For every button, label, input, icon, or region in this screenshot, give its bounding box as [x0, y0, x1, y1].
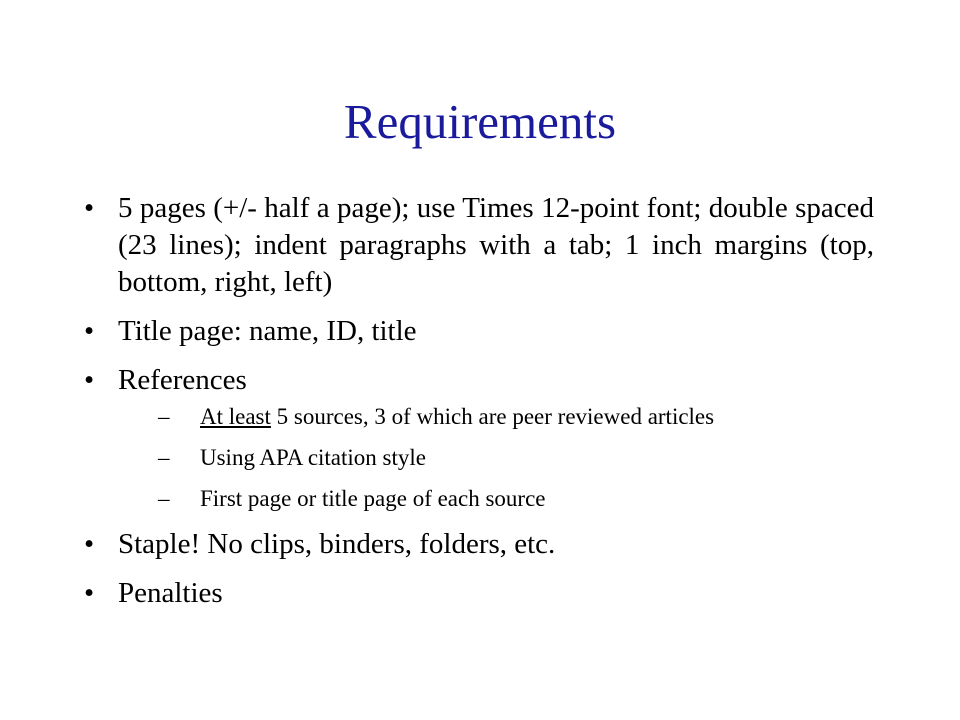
bullet-list — [84, 190, 874, 624]
sub-item-apa — [158, 444, 874, 472]
sub-item-text: First page or title page of each source — [200, 486, 546, 511]
references-sub-list — [118, 403, 874, 513]
bullet-text: Staple! No clips, binders, folders, etc. — [118, 528, 556, 560]
bullet-text: Penalties — [118, 577, 223, 609]
sub-item-sources — [158, 403, 874, 431]
bullet-title-page — [84, 313, 874, 350]
bullet-text: References — [118, 364, 247, 396]
bullet-page-format — [84, 190, 874, 301]
bullet-marker: • — [84, 315, 95, 347]
bullet-marker: • — [84, 577, 95, 609]
sub-marker: – — [158, 445, 170, 470]
sub-marker: – — [158, 404, 170, 429]
bullet-penalties — [84, 575, 874, 612]
sub-marker: – — [158, 486, 170, 511]
sub-item-text: Using APA citation style — [200, 445, 426, 470]
slide-title: Requirements — [343, 94, 617, 149]
sub-item-emphasis: At least — [200, 404, 271, 429]
sub-item-first-page — [158, 485, 874, 513]
sub-item-text: 5 sources, 3 of which are peer reviewed articles — [270, 404, 715, 429]
bullet-text: 5 pages (+/- half a page); use Times 12-point font; double spaced (23 lines); indent paragraphs with a tab; 1 inch margins (top, bottom, right, left) — [118, 192, 874, 298]
bullet-marker: • — [84, 192, 95, 224]
bullet-marker: • — [84, 528, 95, 560]
bullet-text: Title page: name, ID, title — [118, 315, 417, 347]
bullet-marker: • — [84, 364, 95, 396]
bullet-staple — [84, 526, 874, 563]
bullet-references — [84, 362, 874, 513]
